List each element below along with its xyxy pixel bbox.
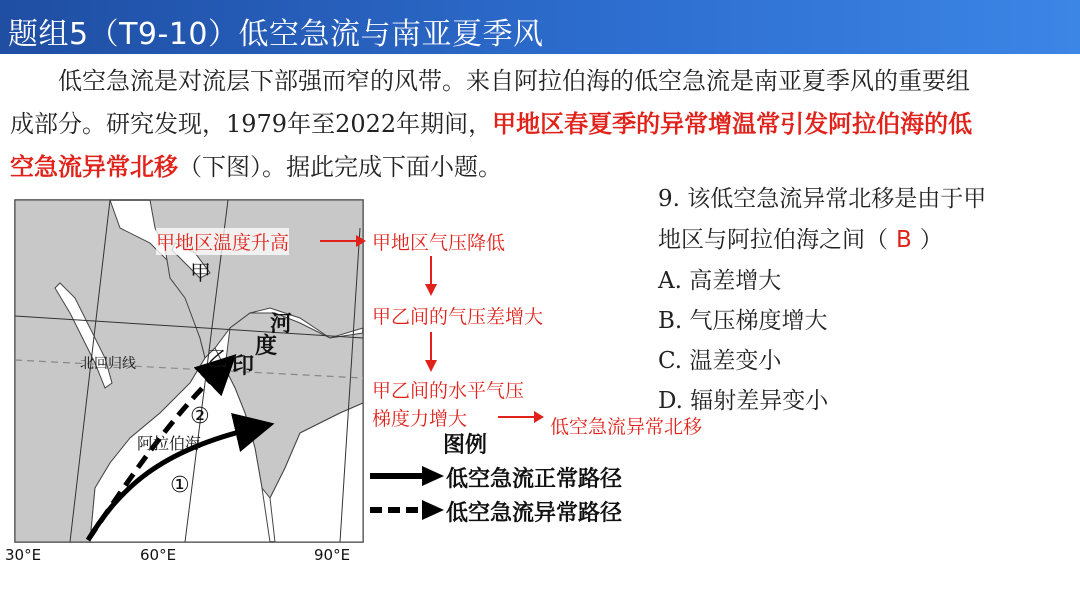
label-yi: 乙 [207,347,228,371]
label-arabian-sea: 阿拉伯海 [137,434,202,453]
label-lon-30: 30°E [5,546,42,564]
option-b[interactable]: B. 气压梯度增大 [658,308,828,334]
passage-line-1 [10,60,1072,103]
label-tropic: 北回归线 [80,356,136,372]
question-stem-line-1: 9. 该低空急流异常北移是由于甲 [658,186,987,212]
question-stem-close: ） [919,227,943,253]
flow-arrow-2 [424,256,438,296]
passage-line-1-text: 低空急流是对流层下部强而窄的风带。来自阿拉伯海的低空急流是南亚夏季风的重要组 [58,67,970,95]
label-route-2: ② [190,404,210,429]
flow-step-4b: 梯度力增大 [372,408,468,430]
label-he: 河 [270,312,293,337]
flow-step-2: 甲地区气压降低 [372,232,506,254]
option-c[interactable]: C. 温差变小 [658,348,782,374]
flow-arrow-1 [320,234,366,248]
label-jia: 甲 [190,261,211,285]
slide-title: 题组5（T9-10）低空急流与南亚夏季风 [8,17,544,52]
label-lon-90: 90°E [314,546,351,564]
option-a[interactable]: A. 高差增大 [658,268,782,294]
passage-line-3-plain: （下图）。据此完成下面小题。 [178,153,502,181]
answer-mark: B [896,227,912,253]
title-bar [0,0,1080,54]
passage-highlight-2: 空急流异常北移 [10,153,178,181]
legend-solid-arrow [370,464,444,488]
flow-arrow-4 [498,410,544,424]
label-yin: 印 [232,354,255,379]
legend-dashed-arrow [370,498,444,522]
flow-step-1: 甲地区温度升高 [156,228,289,255]
flow-step-3: 甲乙间的气压差增大 [372,306,544,328]
label-du: 度 [255,334,278,359]
passage-line-2-plain: 成部分。研究发现，1979年至2022年期间， [10,110,493,138]
label-route-1: ① [170,473,190,498]
question-stem-text: 地区与阿拉伯海之间（ [658,227,888,253]
flow-arrow-3 [424,332,438,372]
flow-step-4a: 甲乙间的水平气压 [372,380,525,402]
question-stem-line-2 [658,221,943,254]
flow-step-5: 低空急流异常北移 [550,416,703,438]
label-lon-60: 60°E [140,546,177,564]
legend-abnormal-label: 低空急流异常路径 [446,501,623,526]
legend-title: 图例 [443,433,488,458]
passage-highlight-1: 甲地区春夏季的异常增温常引发阿拉伯海的低 [492,110,973,138]
passage-line-2 [10,103,1072,146]
legend-normal-label: 低空急流正常路径 [446,467,623,492]
option-d[interactable]: D. 辐射差异变小 [658,388,829,414]
